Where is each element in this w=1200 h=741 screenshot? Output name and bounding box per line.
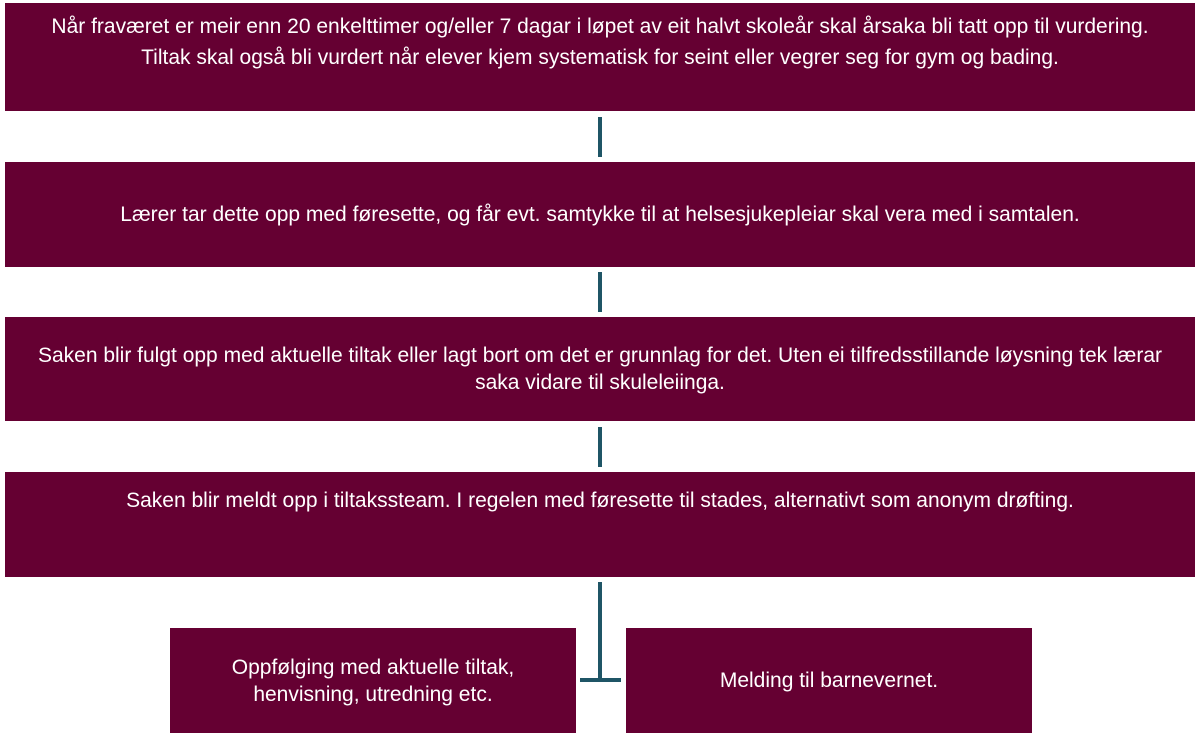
outcome-left-box [170, 628, 576, 733]
connector-3-4 [598, 427, 602, 467]
flow-step-1-text: Når fraværet er meir enn 20 enkelttimer og/eller 7 dagar i løpet av eit halvt skoleår skal årsaka bli tatt opp til vurdering. [51, 15, 1149, 38]
flow-step-2-text: Lærer tar dette opp med føresette, og får evt. samtykke til at helsesjukepleiar skal vera med i samtalen. [120, 203, 1080, 226]
outcome-right-box [626, 628, 1032, 733]
flow-step-3-box [5, 317, 1195, 421]
flow-step-4-box [5, 472, 1195, 577]
flow-step-3-text: Saken blir fulgt opp med aktuelle tiltak eller lagt bort om det er grunnlag for det. Uten ei tilfredsstillande løysning tek lærar saka vidare til skuleleiinga. [37, 344, 1163, 394]
flow-step-1-note: Tiltak skal også bli vurdert når elever kjem systematisk for seint eller vegrer seg for gym og bading. [141, 46, 1059, 69]
outcome-left-text: Oppfølging med aktuelle tiltak, henvisning, utredning etc. [231, 655, 515, 706]
connector-branch-horizontal [580, 678, 621, 682]
flow-step-1-box [5, 3, 1195, 111]
flow-step-4-text: Saken blir meldt opp i tiltakssteam. I regelen med føresette til stades, alternativt som anonym drøfting. [126, 489, 1074, 512]
connector-2-3 [598, 272, 602, 312]
outcome-right-text: Melding til barnevernet. [719, 669, 939, 692]
flow-step-2-box [5, 162, 1195, 267]
connector-4-branch-vertical [598, 582, 602, 680]
connector-1-2 [598, 117, 602, 157]
